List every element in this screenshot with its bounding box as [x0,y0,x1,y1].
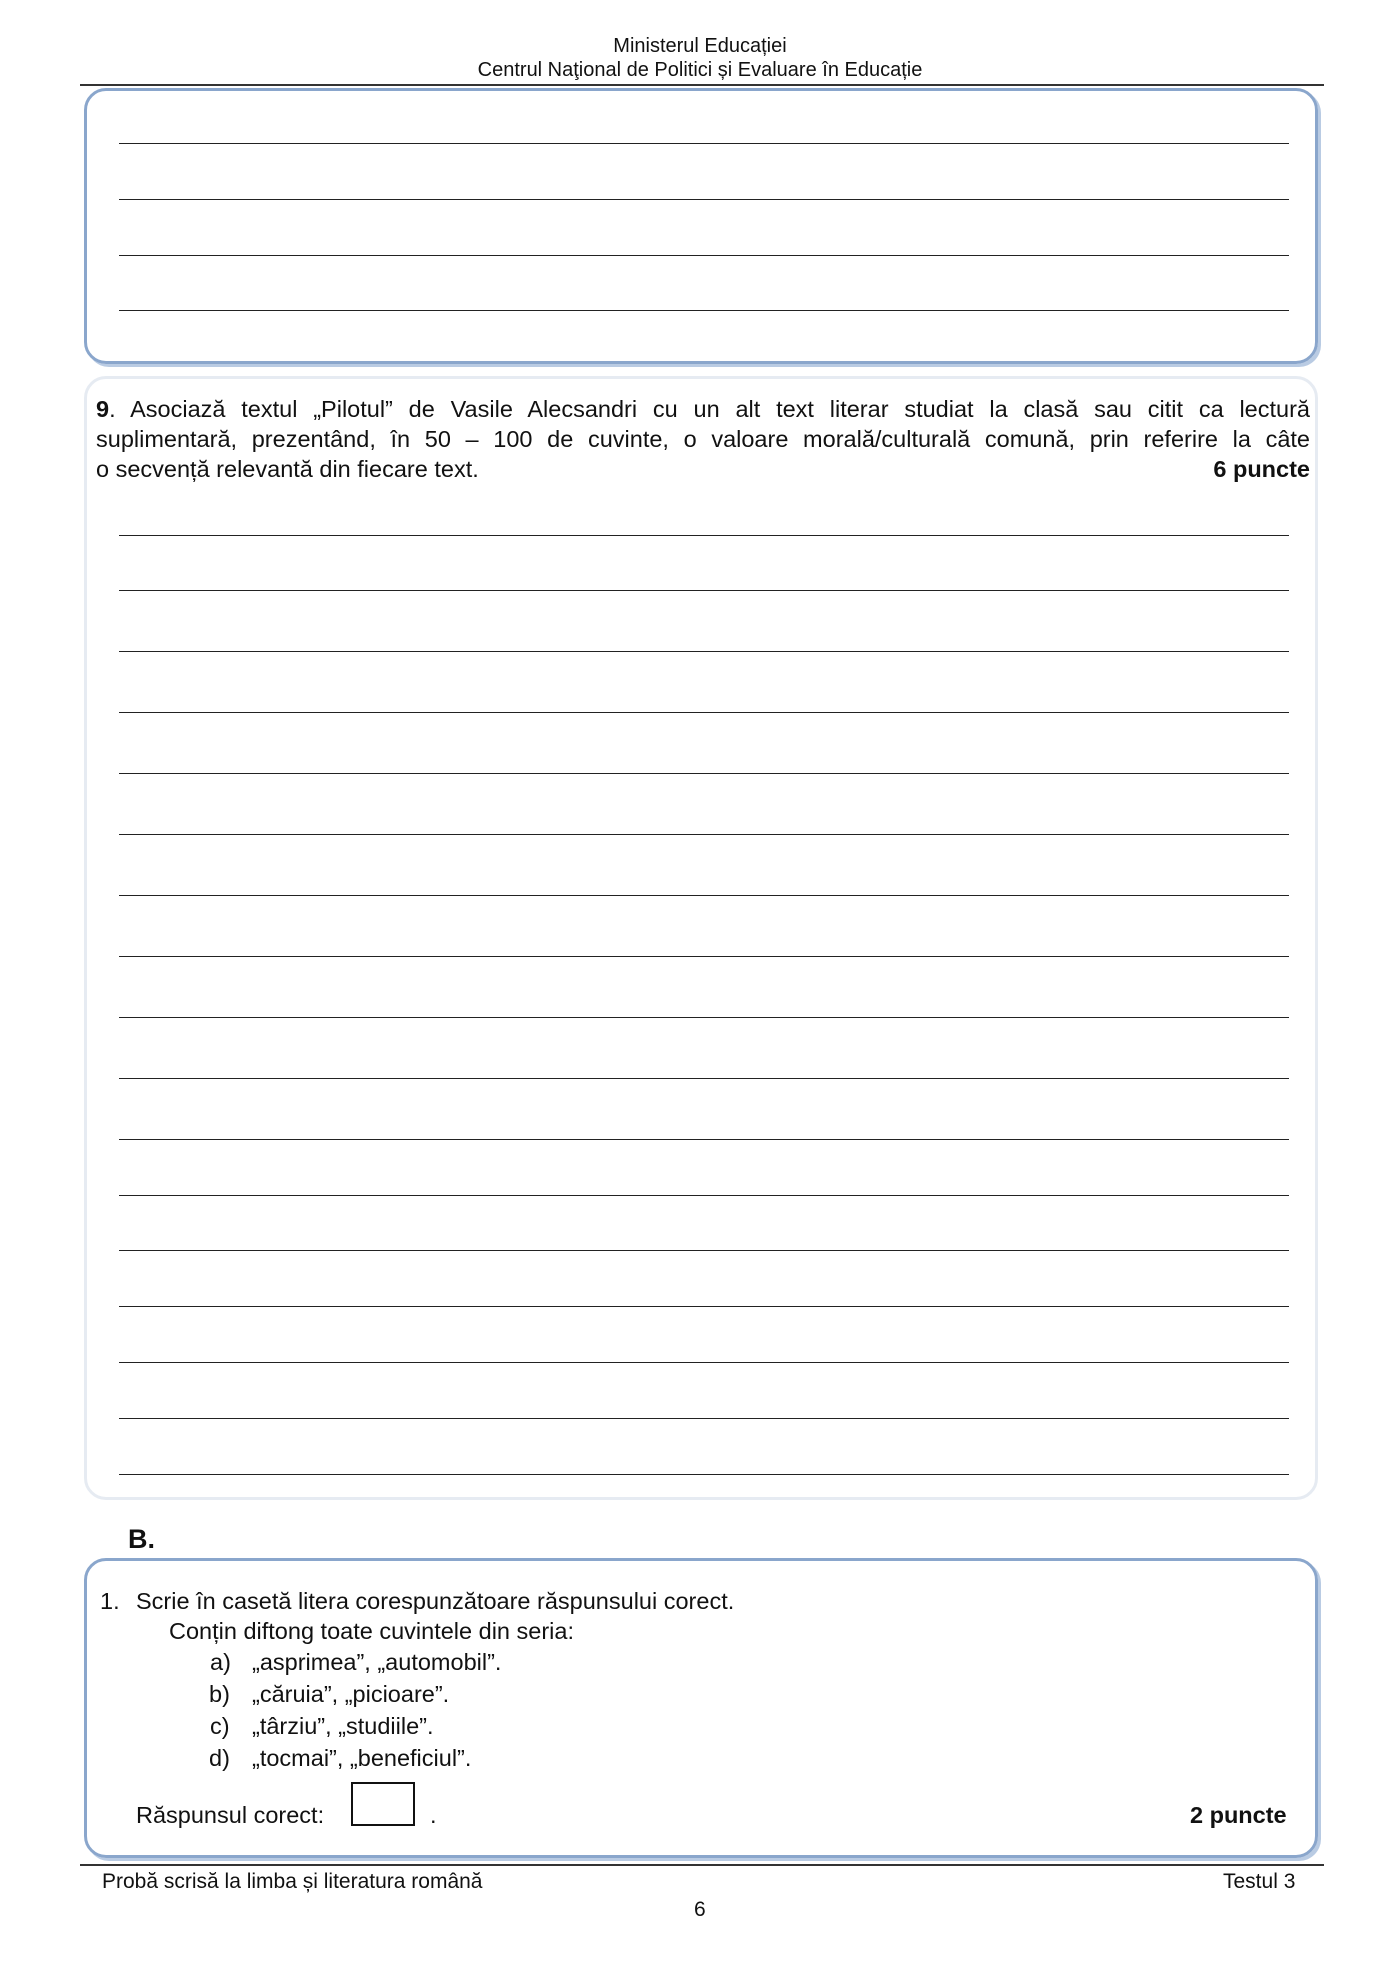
option-a-text: „asprimea”, „automobil”. [252,1649,502,1675]
footer-test-number: Testul 3 [1223,1870,1296,1893]
writing-line[interactable] [119,773,1289,774]
option-c-text: „târziu”, „studiile”. [252,1713,434,1739]
writing-line[interactable] [119,199,1289,200]
footer-exam-title: Probă scrisă la limba și literatura română [102,1870,483,1893]
option-d-text: „tocmai”, „beneficiul”. [252,1745,472,1771]
writing-line[interactable] [119,1078,1289,1079]
option-b-letter: b) [209,1681,230,1707]
question-9-line1: 9. Asociază textul „Pilotul” de Vasile Alecsandri cu un alt text literar studiat la clasă sau citit ca lectură [96,396,1310,422]
option-a-letter: a) [210,1649,231,1675]
question-9-number: 9 [96,396,110,422]
answer-box-q8 [84,88,1318,364]
footer-rule [80,1864,1324,1866]
question-9-line2: suplimentară, prezentând, în 50 – 100 de cuvinte, o valoare morală/culturală comună, prin referire la câte [96,426,1310,452]
section-b-title: B. [128,1524,155,1554]
writing-line[interactable] [119,651,1289,652]
question-9-points: 6 puncte [1213,456,1310,482]
writing-line[interactable] [119,1306,1289,1307]
writing-line[interactable] [119,255,1289,256]
writing-line[interactable] [119,590,1289,591]
b1-instruction: Scrie în casetă litera corespunzătoare răspunsului corect. [136,1588,735,1614]
footer-page-number: 6 [694,1898,706,1921]
writing-line[interactable] [119,1017,1289,1018]
header-ministry: Ministerul Educației [613,35,787,57]
answer-input-box[interactable] [351,1782,415,1826]
option-d-letter: d) [209,1745,230,1771]
option-b-text: „căruia”, „picioare”. [252,1681,450,1707]
writing-line[interactable] [119,1139,1289,1140]
writing-line[interactable] [119,712,1289,713]
header-rule [80,84,1324,86]
b1-prompt: Conțin diftong toate cuvintele din seria: [169,1618,574,1644]
option-c-letter: c) [210,1713,230,1739]
writing-line[interactable] [119,535,1289,536]
answer-suffix: . [430,1802,437,1828]
b1-number: 1. [100,1588,120,1614]
writing-line[interactable] [119,310,1289,311]
b1-points: 2 puncte [1190,1802,1287,1828]
writing-line[interactable] [119,1474,1289,1475]
writing-line[interactable] [119,143,1289,144]
question-9-box [84,376,1318,1500]
header-center: Centrul Naţional de Politici și Evaluare în Educație [477,59,923,81]
writing-line[interactable] [119,956,1289,957]
question-9-text [96,394,1310,484]
writing-line[interactable] [119,1195,1289,1196]
question-9-line3: o secvență relevantă din fiecare text. 6 puncte [96,456,1310,482]
answer-label: Răspunsul corect: [136,1802,325,1828]
writing-line[interactable] [119,834,1289,835]
writing-line[interactable] [119,1250,1289,1251]
writing-line[interactable] [119,895,1289,896]
writing-line[interactable] [119,1418,1289,1419]
writing-line[interactable] [119,1362,1289,1363]
